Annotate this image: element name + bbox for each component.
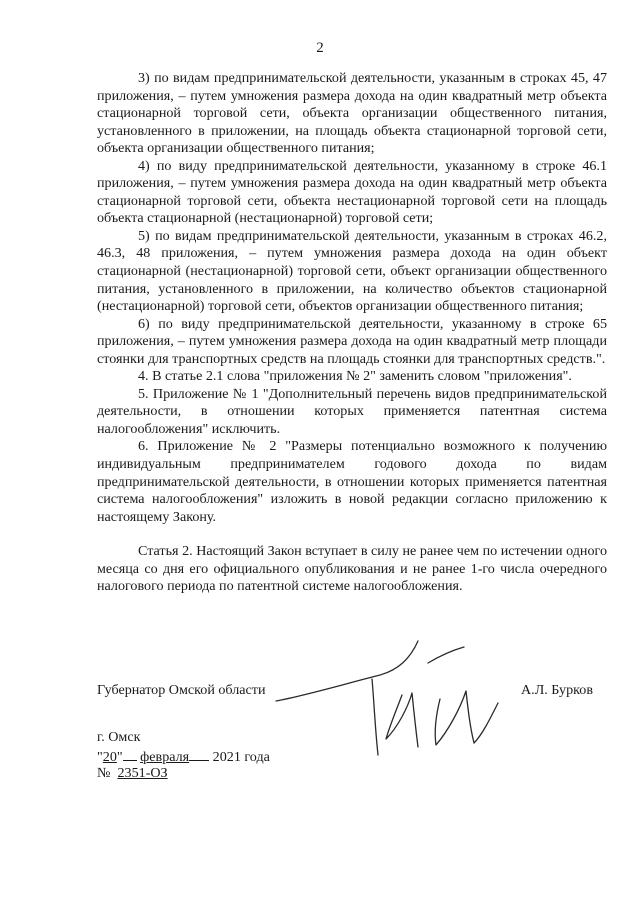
paragraph-point-5: 5. Приложение № 1 "Дополнительный перечень видов предпринимательской деятельности, в отношении которых применяется патентная система налогообложения" исключить. xyxy=(97,385,607,437)
number-sign: № xyxy=(97,765,111,781)
issue-city: г. Омск xyxy=(97,729,141,745)
signatory-title: Губернатор Омской области xyxy=(97,682,266,698)
article-2-paragraph: Статья 2. Настоящий Закон вступает в силу не ранее чем по истечении одного месяца со дня его официального опубликования и не ранее 1-го числа очередного налогового периода по патентной системе налогообложения. xyxy=(97,543,607,595)
date-month: февраля xyxy=(140,749,190,765)
paragraph-item-4: 4) по виду предпринимательской деятельности, указанному в строке 46.1 приложения, – путем умножения размера дохода на один квадратный метр объекта стационарной торговой сети, объекта нестационарной торговой сети на площадь объекта стационарной (нестационарной) торговой сети; xyxy=(97,157,607,227)
issue-date: "20" февраля 2021 года xyxy=(97,746,270,766)
law-number xyxy=(97,765,168,782)
page-number: 2 xyxy=(316,40,324,56)
paragraph-item-5: 5) по видам предпринимательской деятельности, указанным в строках 46.2, 46.3, 48 приложения, – путем умножения размера дохода на один объект стационарной (нестационарной) торговой сети, объект организации общественного питания, установленного в приложении, на количество объектов стационарной (нестационарной) торговой сети, объектов организации общественного питания; xyxy=(97,227,607,315)
date-day: 20 xyxy=(102,749,117,765)
paragraph-item-3: 3) по видам предпринимательской деятельности, указанным в строках 45, 47 приложения, – путем умножения размера дохода на один квадратный метр объекта стационарной торговой сети, объекта организации общественного питания, установленного в приложении, на площадь объекта стационарной торговой сети, объекта организации общественного питания; xyxy=(97,70,607,157)
date-year: 2021 года xyxy=(212,749,270,765)
paragraph-item-6: 6) по виду предпринимательской деятельности, указанному в строке 65 приложения, – путем умножения размера дохода на один квадратный метр площади стоянки для транспортных средств на площадь стоянки для транспортных средств.". xyxy=(97,315,607,367)
paragraph-point-6: 6. Приложение № 2 "Размеры потенциально возможного к получению индивидуальным предпринимателем годового дохода по видам предпринимательской деятельности, в отношении которых применяется патентная система налогообложения" изложить в новой редакции согласно приложению к настоящему Закону. xyxy=(97,438,607,525)
number-value: 2351-ОЗ xyxy=(117,765,168,781)
signatory-name: А.Л. Бурков xyxy=(521,682,593,698)
handwritten-signature xyxy=(268,635,518,765)
document-body xyxy=(97,70,607,596)
paragraph-point-4: 4. В статье 2.1 слова "приложения № 2" заменить словом "приложения". xyxy=(138,368,572,385)
